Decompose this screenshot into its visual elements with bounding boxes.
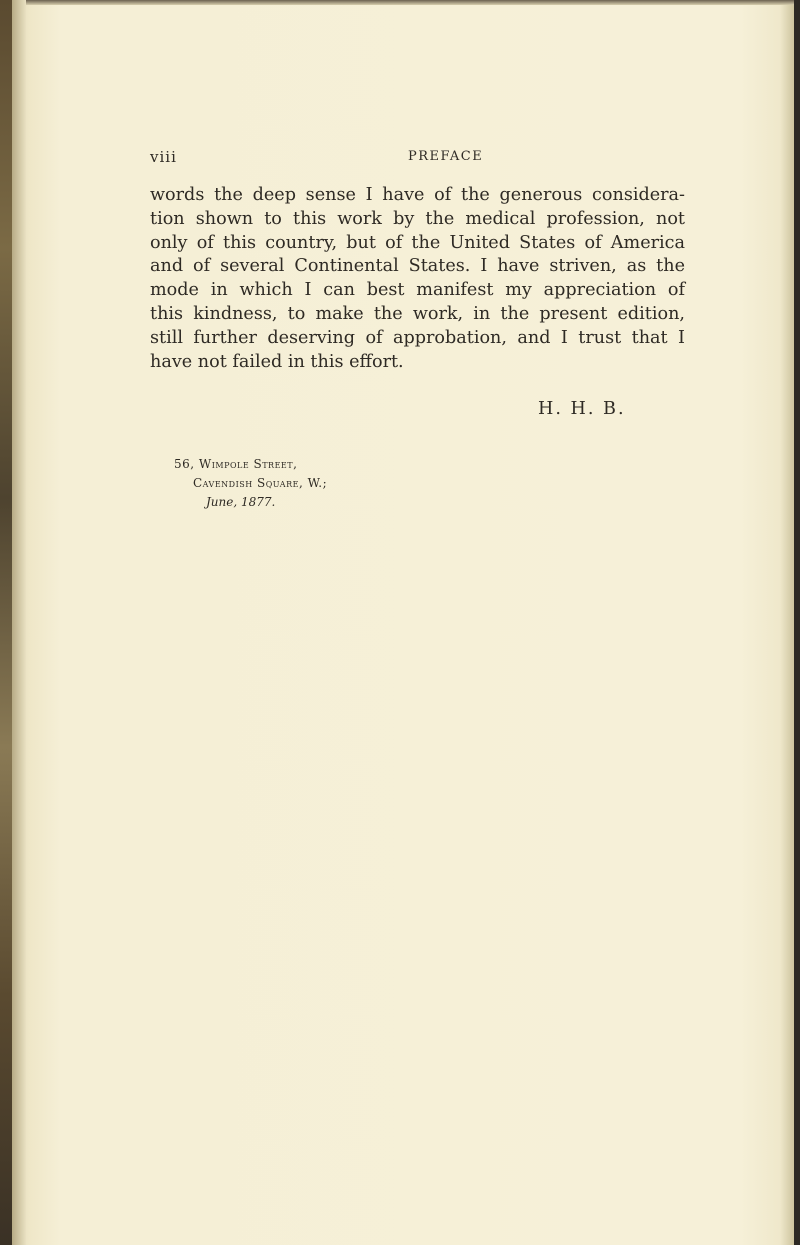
running-head	[150, 148, 685, 170]
page-number: viii	[150, 148, 177, 166]
page-right-edge	[794, 0, 800, 1245]
text-line: have not failed in this effort.	[150, 351, 404, 372]
text-line: this kindness, to make the work, in the present edition,	[150, 303, 685, 324]
book-binding	[0, 0, 12, 1245]
page-gutter	[12, 0, 26, 1245]
text-line: words the deep sense I have of the generous considera-	[150, 185, 685, 205]
address-street: 56, Wimpole Street,	[174, 457, 298, 471]
preface-body	[150, 184, 685, 374]
address-square: Cavendish Square, W.;	[193, 476, 328, 490]
text-line: mode in which I can best manifest my appreciation of	[150, 280, 685, 301]
running-head-title: PREFACE	[408, 149, 484, 164]
author-initials: H. H. B.	[538, 399, 626, 419]
page-top-edge	[0, 0, 800, 5]
text-line: tion shown to this work by the medical profession, not	[150, 208, 685, 229]
address-block	[174, 455, 327, 512]
text-line: still further deserving of approbation, and I trust that I	[150, 327, 685, 348]
text-line: only of this country, but of the United States of America	[150, 232, 685, 253]
text-line: and of several Continental States. I have striven, as the	[150, 256, 685, 277]
address-date: June, 1877.	[206, 495, 276, 509]
